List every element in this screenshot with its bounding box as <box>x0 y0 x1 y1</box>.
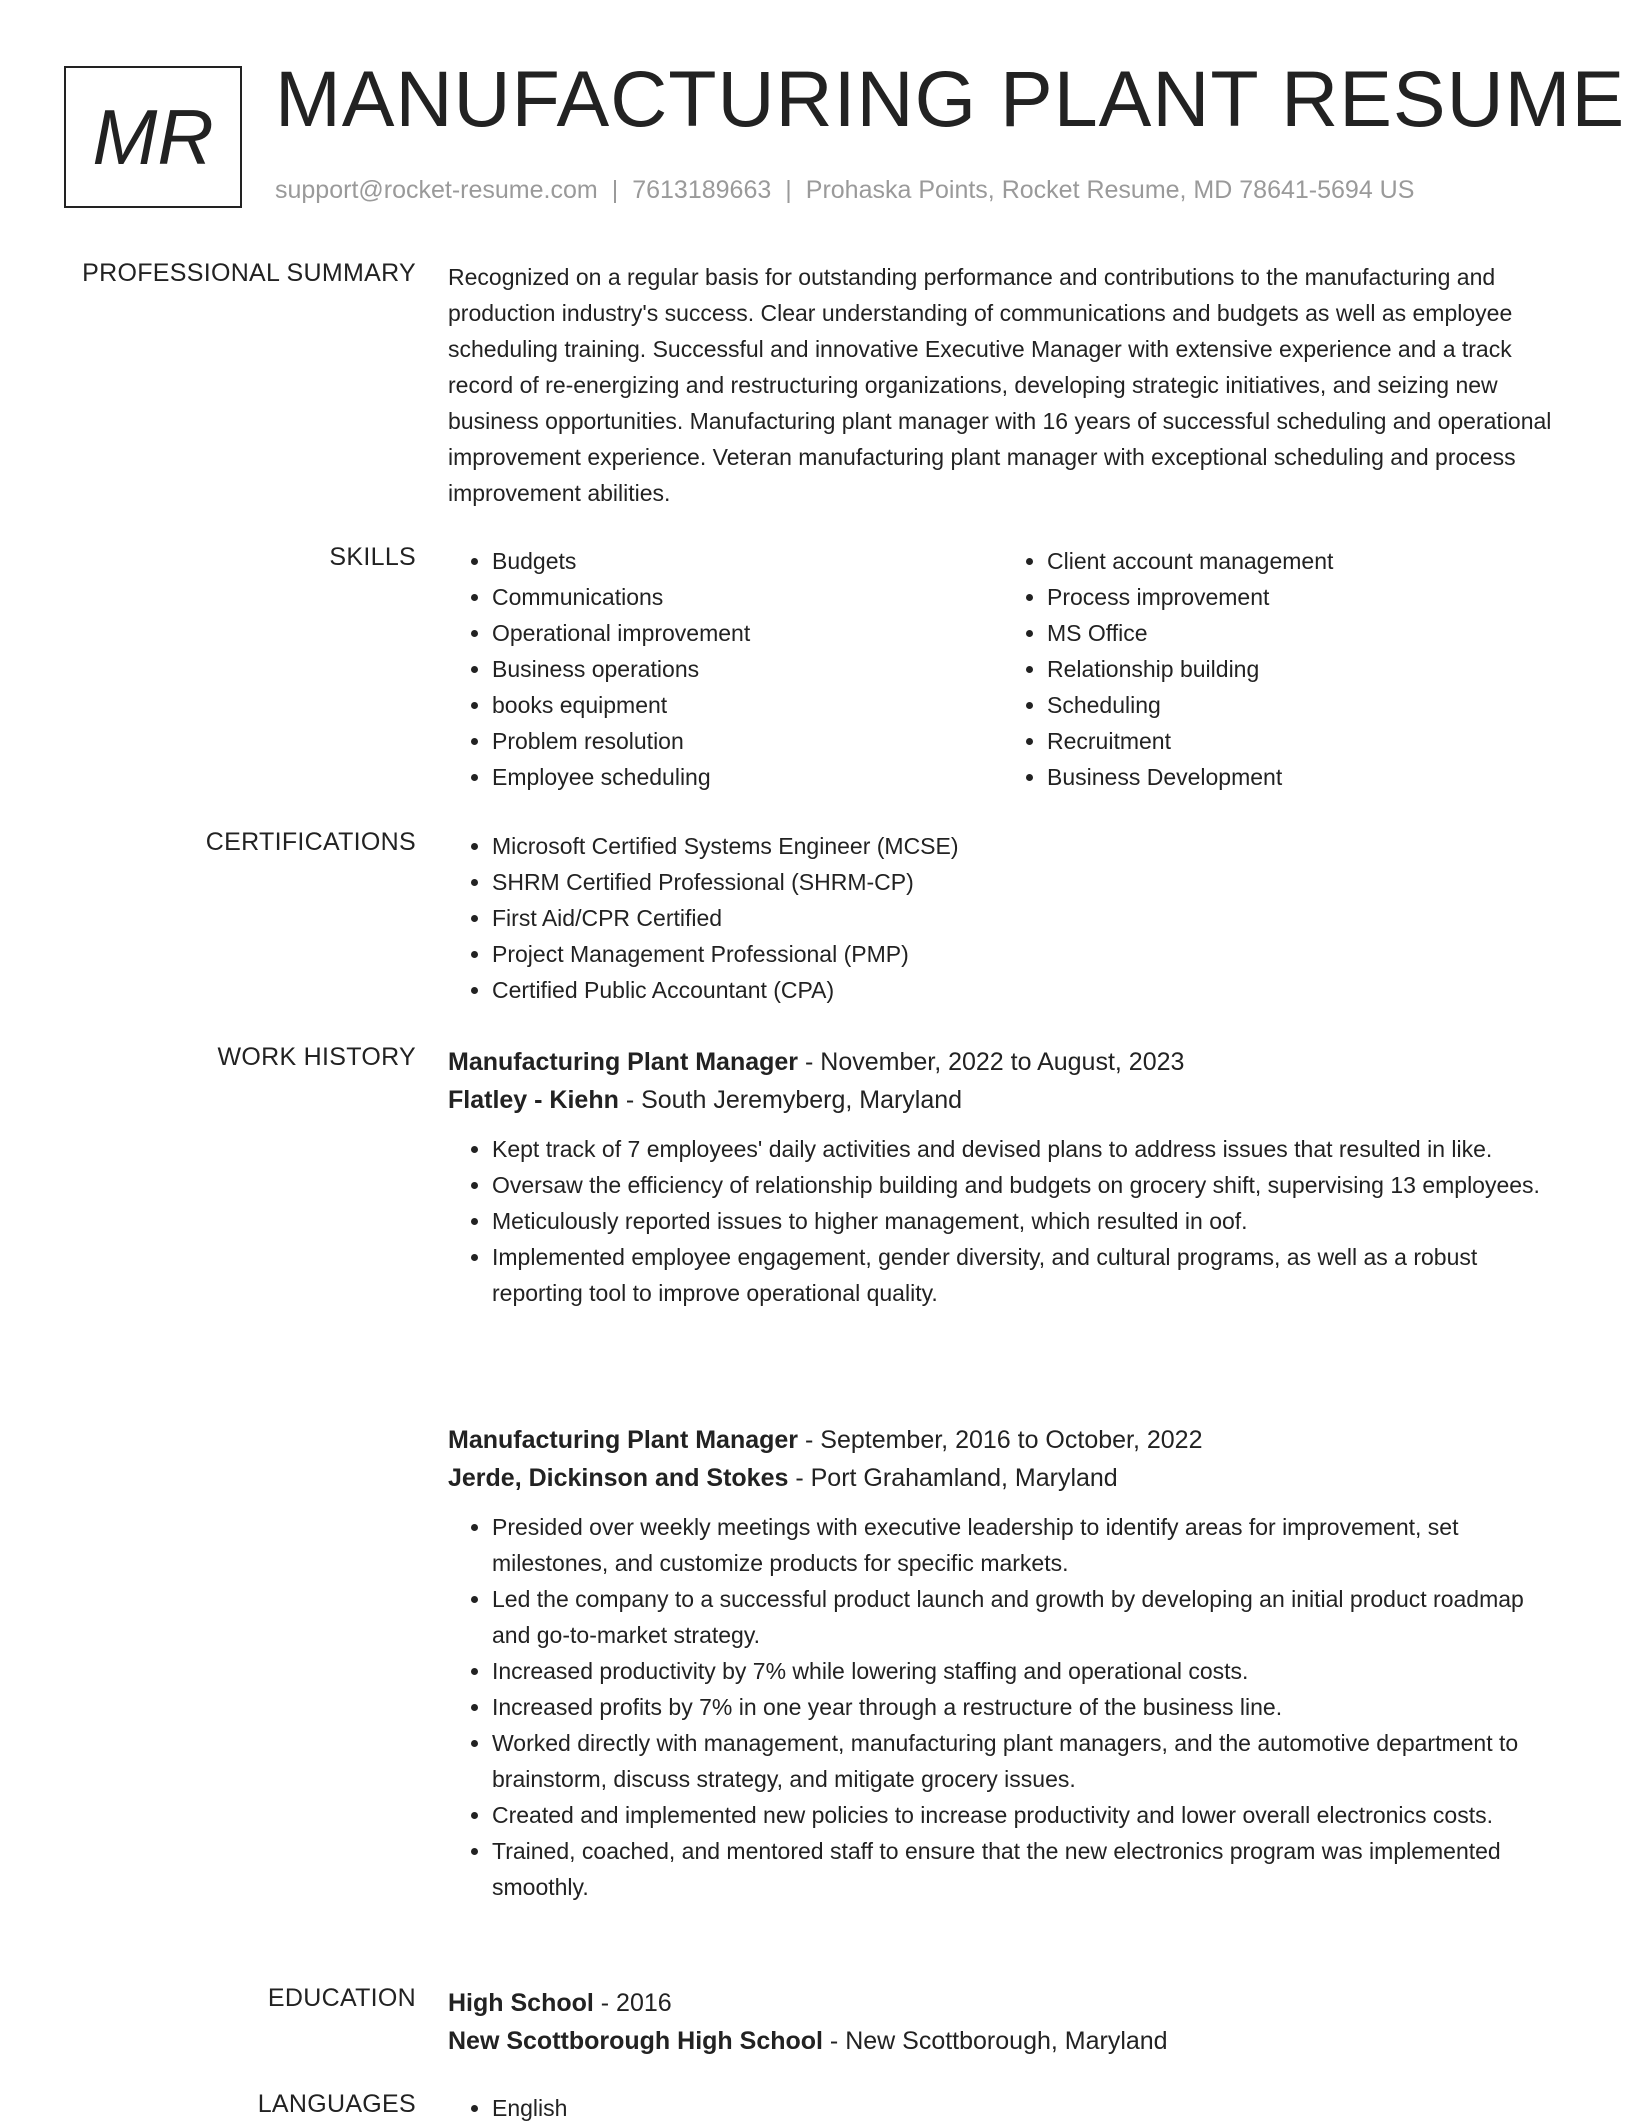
section-label-summary: PROFESSIONAL SUMMARY <box>82 259 416 287</box>
section-label-languages: LANGUAGES <box>257 2090 416 2118</box>
job-title-line <box>448 1043 1558 1081</box>
monogram-logo: MR <box>64 66 242 208</box>
job-title: Manufacturing Plant Manager <box>448 1048 799 1076</box>
certification-item: • First Aid/CPR Certified <box>492 900 1558 936</box>
skill-item: • Client account management <box>1047 543 1558 579</box>
resume-title: MANUFACTURING PLANT RESUME <box>275 54 1626 143</box>
education-school-line <box>448 2022 1558 2060</box>
education-body <box>448 1984 1558 2060</box>
skills-list-left <box>448 543 1003 795</box>
job-bullet: • Meticulously reported issues to higher management, which resulted in oof. <box>492 1203 1558 1239</box>
contact-separator: | <box>785 176 792 204</box>
job-bullet: • Increased productivity by 7% while lowering staffing and operational costs. <box>492 1653 1558 1689</box>
certifications-list <box>448 828 1558 1008</box>
skill-item: • Process improvement <box>1047 579 1558 615</box>
job-title: Manufacturing Plant Manager <box>448 1426 799 1454</box>
languages-list <box>448 2090 1558 2126</box>
job-company: Jerde, Dickinson and Stokes <box>448 1464 789 1492</box>
skill-item: • books equipment <box>492 687 1003 723</box>
skill-item: • Communications <box>492 579 1003 615</box>
job-bullet: • Increased profits by 7% in one year through a restructure of the business line. <box>492 1689 1558 1725</box>
job-location: - Port Grahamland, Maryland <box>788 1464 1118 1492</box>
job-bullets <box>448 1509 1558 1905</box>
contact-email: support@rocket-resume.com <box>275 176 598 204</box>
education-school: New Scottborough High School <box>448 2027 823 2055</box>
skill-item: • Business operations <box>492 651 1003 687</box>
skill-item: • Relationship building <box>1047 651 1558 687</box>
certification-item: • Project Management Professional (PMP) <box>492 936 1558 972</box>
education-degree: High School <box>448 1989 594 2017</box>
skill-item: • Employee scheduling <box>492 759 1003 795</box>
contact-line <box>275 176 1414 205</box>
contact-separator: | <box>611 176 619 204</box>
certification-item: • SHRM Certified Professional (SHRM-CP) <box>492 864 1558 900</box>
job-bullet: • Kept track of 7 employees' daily activities and devised plans to address issues that resulted in like. <box>492 1131 1558 1167</box>
summary-body <box>448 259 1558 511</box>
education-year: - 2016 <box>593 1989 672 2017</box>
languages-body <box>448 2090 1558 2126</box>
section-label-skills: SKILLS <box>329 543 416 571</box>
job-entry <box>448 1421 1558 1905</box>
skills-list-right <box>1003 543 1558 795</box>
section-label-education: EDUCATION <box>267 1984 416 2012</box>
work-history-body <box>448 1043 1558 1311</box>
skill-item: • Business Development <box>1047 759 1558 795</box>
job-bullet: • Created and implemented new policies to increase productivity and lower overall electronics costs. <box>492 1797 1558 1833</box>
job-company-line <box>448 1081 1558 1119</box>
education-degree-line <box>448 1984 1558 2022</box>
job-dates: - September, 2016 to October, 2022 <box>798 1426 1203 1454</box>
contact-phone: 7613189663 <box>632 176 772 204</box>
job-bullet: • Implemented employee engagement, gender diversity, and cultural programs, as well as a robust reporting tool to improve operational quality. <box>492 1239 1558 1311</box>
certification-item: • Certified Public Accountant (CPA) <box>492 972 1558 1008</box>
job-company: Flatley - Kiehn <box>448 1086 619 1114</box>
job-bullets <box>448 1131 1558 1311</box>
skill-item: • Operational improvement <box>492 615 1003 651</box>
skill-item: • MS Office <box>1047 615 1558 651</box>
skill-item: • Budgets <box>492 543 1003 579</box>
job-bullet: • Worked directly with management, manufacturing plant managers, and the automotive department to brainstorm, discuss strategy, and mitigate grocery issues. <box>492 1725 1558 1797</box>
job-bullet: • Trained, coached, and mentored staff to ensure that the new electronics program was implemented smoothly. <box>492 1833 1558 1905</box>
education-location: - New Scottborough, Maryland <box>822 2027 1168 2055</box>
job-company-line <box>448 1459 1558 1497</box>
skill-item: • Scheduling <box>1047 687 1558 723</box>
skills-body <box>448 543 1558 795</box>
work-history-body-2 <box>448 1421 1558 1905</box>
certification-item: • Microsoft Certified Systems Engineer (MCSE) <box>492 828 1558 864</box>
job-title-line <box>448 1421 1558 1459</box>
section-label-certifications: CERTIFICATIONS <box>205 828 416 856</box>
job-dates: - November, 2022 to August, 2023 <box>798 1048 1185 1076</box>
certifications-body <box>448 828 1558 1008</box>
job-entry <box>448 1043 1558 1311</box>
job-bullet: • Led the company to a successful product launch and growth by developing an initial product roadmap and go-to-market strategy. <box>492 1581 1558 1653</box>
summary-text: Recognized on a regular basis for outstanding performance and contributions to the manufacturing and production industry's success. Clear understanding of communications and budgets as well as employee scheduling training. Successful and innovative Executive Manager with extensive experience and a track record of re-energizing and restructuring organizations, developing strategic initiatives, and seizing new business opportunities. Manufacturing plant manager with 16 years of successful scheduling and operational improvement experience. Veteran manufacturing plant manager with exceptional scheduling and process improvement abilities. <box>448 264 1552 506</box>
language-item: • English <box>492 2090 1558 2126</box>
section-label-work-history: WORK HISTORY <box>217 1043 416 1071</box>
contact-address: Prohaska Points, Rocket Resume, MD 78641-5694 US <box>805 176 1415 204</box>
skill-item: • Problem resolution <box>492 723 1003 759</box>
skill-item: • Recruitment <box>1047 723 1558 759</box>
job-location: - South Jeremyberg, Maryland <box>618 1086 963 1114</box>
job-bullet: • Presided over weekly meetings with executive leadership to identify areas for improvement, set milestones, and customize products for specific markets. <box>492 1509 1558 1581</box>
job-bullet: • Oversaw the efficiency of relationship building and budgets on grocery shift, supervising 13 employees. <box>492 1167 1558 1203</box>
